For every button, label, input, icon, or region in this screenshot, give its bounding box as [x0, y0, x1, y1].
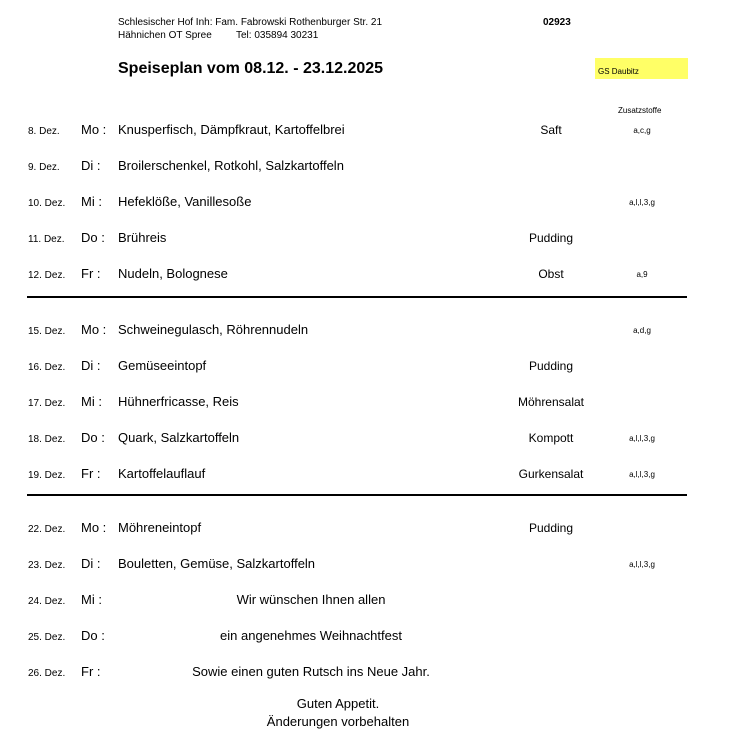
row-date: 8. Dez.	[28, 126, 60, 137]
row-additive-codes: a,l,l,3,g	[629, 470, 655, 479]
row-additive-codes: a,l,l,3,g	[629, 560, 655, 569]
postal-code: 02923	[543, 17, 571, 28]
row-side-dish: Pudding	[528, 359, 574, 373]
row-weekday: Do :	[81, 628, 105, 643]
row-weekday: Fr :	[81, 266, 101, 281]
footer-greeting: Guten Appetit.	[296, 696, 380, 711]
row-side-dish: Kompott	[528, 431, 574, 445]
row-additive-codes: a,l,l,3,g	[629, 434, 655, 443]
row-side-dish: Obst	[538, 267, 564, 281]
row-date: 18. Dez.	[28, 434, 66, 445]
row-date: 23. Dez.	[28, 560, 66, 571]
footer-disclaimer: Änderungen vorbehalten	[266, 714, 410, 729]
row-side-dish: Möhrensalat	[517, 395, 585, 409]
row-date: 17. Dez.	[28, 398, 66, 409]
row-date: 12. Dez.	[28, 270, 66, 281]
row-date: 11. Dez.	[28, 234, 65, 245]
holiday-note: ein angenehmes Weihnachtfest	[220, 628, 402, 643]
row-additive-codes: a,9	[636, 270, 648, 279]
row-weekday: Mo :	[81, 520, 107, 535]
row-meal: Bouletten, Gemüse, Salzkartoffeln	[118, 556, 316, 571]
row-meal: Quark, Salzkartoffeln	[118, 430, 240, 445]
holiday-note: Wir wünschen Ihnen allen	[236, 592, 386, 607]
row-meal: Nudeln, Bolognese	[118, 266, 228, 281]
row-meal: Hühnerfricasse, Reis	[118, 394, 239, 409]
row-additive-codes: a,l,l,3,g	[629, 198, 655, 207]
row-meal: Knusperfisch, Dämpfkraut, Kartoffelbrei	[118, 122, 345, 137]
row-weekday: Fr :	[81, 664, 101, 679]
row-date: 24. Dez.	[28, 596, 66, 607]
row-date: 10. Dez.	[28, 198, 66, 209]
row-side-dish: Pudding	[528, 231, 574, 245]
row-weekday: Di :	[81, 358, 101, 373]
week-divider	[27, 296, 687, 298]
row-date: 16. Dez.	[28, 362, 66, 373]
restaurant-phone: Tel: 035894 30231	[236, 30, 319, 41]
row-date: 19. Dez.	[28, 470, 66, 481]
row-additive-codes: a,d,g	[633, 326, 651, 335]
row-meal: Gemüseeintopf	[118, 358, 207, 373]
row-meal: Möhreneintopf	[118, 520, 202, 535]
page-title: Speiseplan vom 08.12. - 23.12.2025	[118, 60, 384, 77]
row-weekday: Mo :	[81, 322, 107, 337]
restaurant-info: Schlesischer Hof Inh: Fam. Fabrowski Rothenburger Str. 21	[118, 17, 383, 28]
row-meal: Hefeklöße, Vanillesoße	[118, 194, 252, 209]
week-divider	[27, 494, 687, 496]
codes-header: Zusatzstoffe	[618, 106, 662, 115]
row-meal: Broilerschenkel, Rotkohl, Salzkartoffeln	[118, 158, 344, 173]
row-meal: Kartoffelauflauf	[118, 466, 206, 481]
recipient-tag: GS Daubitz	[595, 58, 688, 79]
row-side-dish: Pudding	[528, 521, 574, 535]
row-weekday: Do :	[81, 230, 105, 245]
row-weekday: Fr :	[81, 466, 101, 481]
row-date: 25. Dez.	[28, 632, 66, 643]
row-date: 15. Dez.	[28, 326, 66, 337]
row-date: 9. Dez.	[28, 162, 60, 173]
row-date: 26. Dez.	[28, 668, 66, 679]
row-weekday: Mo :	[81, 122, 107, 137]
row-weekday: Do :	[81, 430, 105, 445]
row-weekday: Di :	[81, 158, 101, 173]
holiday-note: Sowie einen guten Rutsch ins Neue Jahr.	[192, 664, 430, 679]
row-side-dish: Gurkensalat	[518, 467, 584, 481]
restaurant-location: Hähnichen OT Spree	[118, 30, 212, 41]
row-additive-codes: a,c,g	[633, 126, 651, 135]
row-weekday: Di :	[81, 556, 101, 571]
row-side-dish: Saft	[540, 123, 562, 137]
row-weekday: Mi :	[81, 194, 102, 209]
row-weekday: Mi :	[81, 592, 102, 607]
row-weekday: Mi :	[81, 394, 102, 409]
row-date: 22. Dez.	[28, 524, 66, 535]
row-meal: Brühreis	[118, 230, 167, 245]
row-meal: Schweinegulasch, Röhrennudeln	[118, 322, 309, 337]
